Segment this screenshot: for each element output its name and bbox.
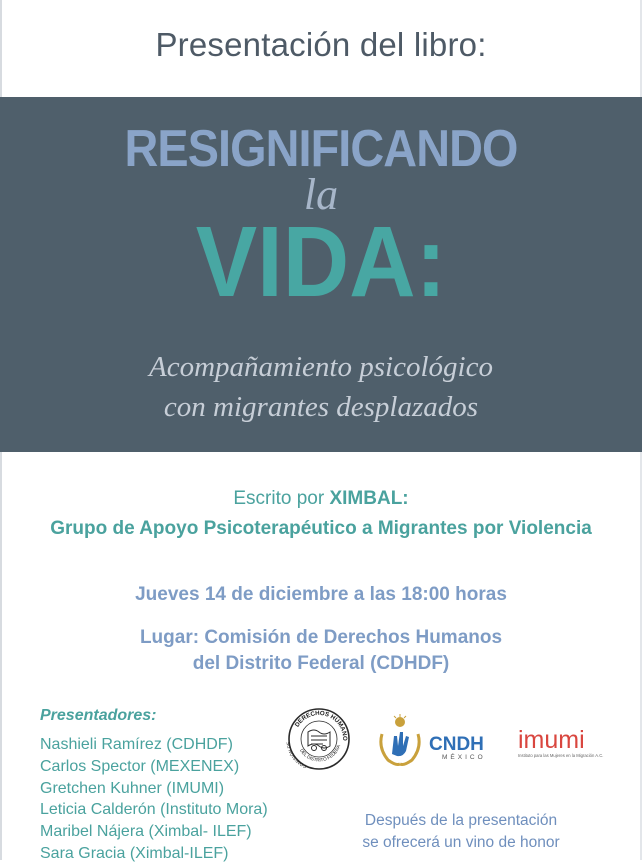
book-title-line2: la [303, 170, 339, 219]
book-subtitle-line2: con migrantes desplazados [163, 391, 479, 423]
presenters-heading: Presentadores: [40, 707, 157, 724]
imumi-tagline: Instituto para las Mujeres en la Migración A.C. [518, 753, 604, 758]
cdhdf-seal-icon [286, 706, 352, 772]
cdhdf-ring-left-text: COMISIÓN DE [286, 741, 308, 770]
event-place-line1: Lugar: Comisión de Derechos Humanos [139, 627, 503, 648]
book-title-line1: RESIGNIFICANDO [124, 120, 518, 178]
cndh-emblem-icon [374, 714, 498, 774]
cndh-country: MÉXICO [442, 754, 486, 761]
author-line [0, 488, 642, 510]
book-title-line3: VIDA: [195, 206, 447, 318]
cndh-name: CNDH [429, 734, 484, 755]
cndh-logo [374, 714, 498, 774]
author-group: Grupo de Apoyo Psicoterapéutico a Migrantes por Violencia [50, 518, 592, 539]
author-prefix: Escrito por [233, 488, 330, 509]
cdhdf-logo [286, 706, 352, 772]
author-name: XIMBAL: [329, 488, 409, 509]
presenter-item: Sara Gracia (Ximbal-ILEF) [40, 844, 229, 862]
reception-note [338, 810, 584, 854]
presenter-item: Maribel Nájera (Ximbal- ILEF) [40, 823, 252, 841]
book-subtitle [0, 347, 642, 427]
imumi-name: imumi [518, 726, 585, 754]
reception-note-line1: Después de la presentación [364, 812, 558, 829]
event-place [0, 625, 642, 677]
cdhdf-ring-top-text: DERECHOS HUMANO [293, 709, 349, 741]
presenter-item: Leticia Calderón (Instituto Mora) [40, 801, 268, 819]
book-subtitle-line1: Acompañamiento psicológico [149, 351, 493, 383]
event-place-line2: del Distrito Federal (CDHDF) [192, 653, 450, 674]
presenter-item: Carlos Spector (MEXENEX) [40, 757, 240, 775]
reception-note-line2: se ofrecerá un vino de honor [362, 834, 560, 851]
presenter-item: Nashieli Ramírez (CDHDF) [40, 736, 233, 753]
presenters-list [40, 734, 268, 865]
imumi-logo [516, 724, 620, 764]
page-title: Presentación del libro: [155, 26, 487, 63]
imumi-logo-icon [516, 724, 620, 764]
event-date: Jueves 14 de diciembre a las 18:00 horas [135, 584, 507, 605]
cdhdf-ring-bottom-text: DEL DISTRITO FEDERA [298, 744, 342, 763]
book-cover-banner [0, 97, 642, 452]
presenter-item: Gretchen Kuhner (IMUMI) [40, 779, 225, 797]
